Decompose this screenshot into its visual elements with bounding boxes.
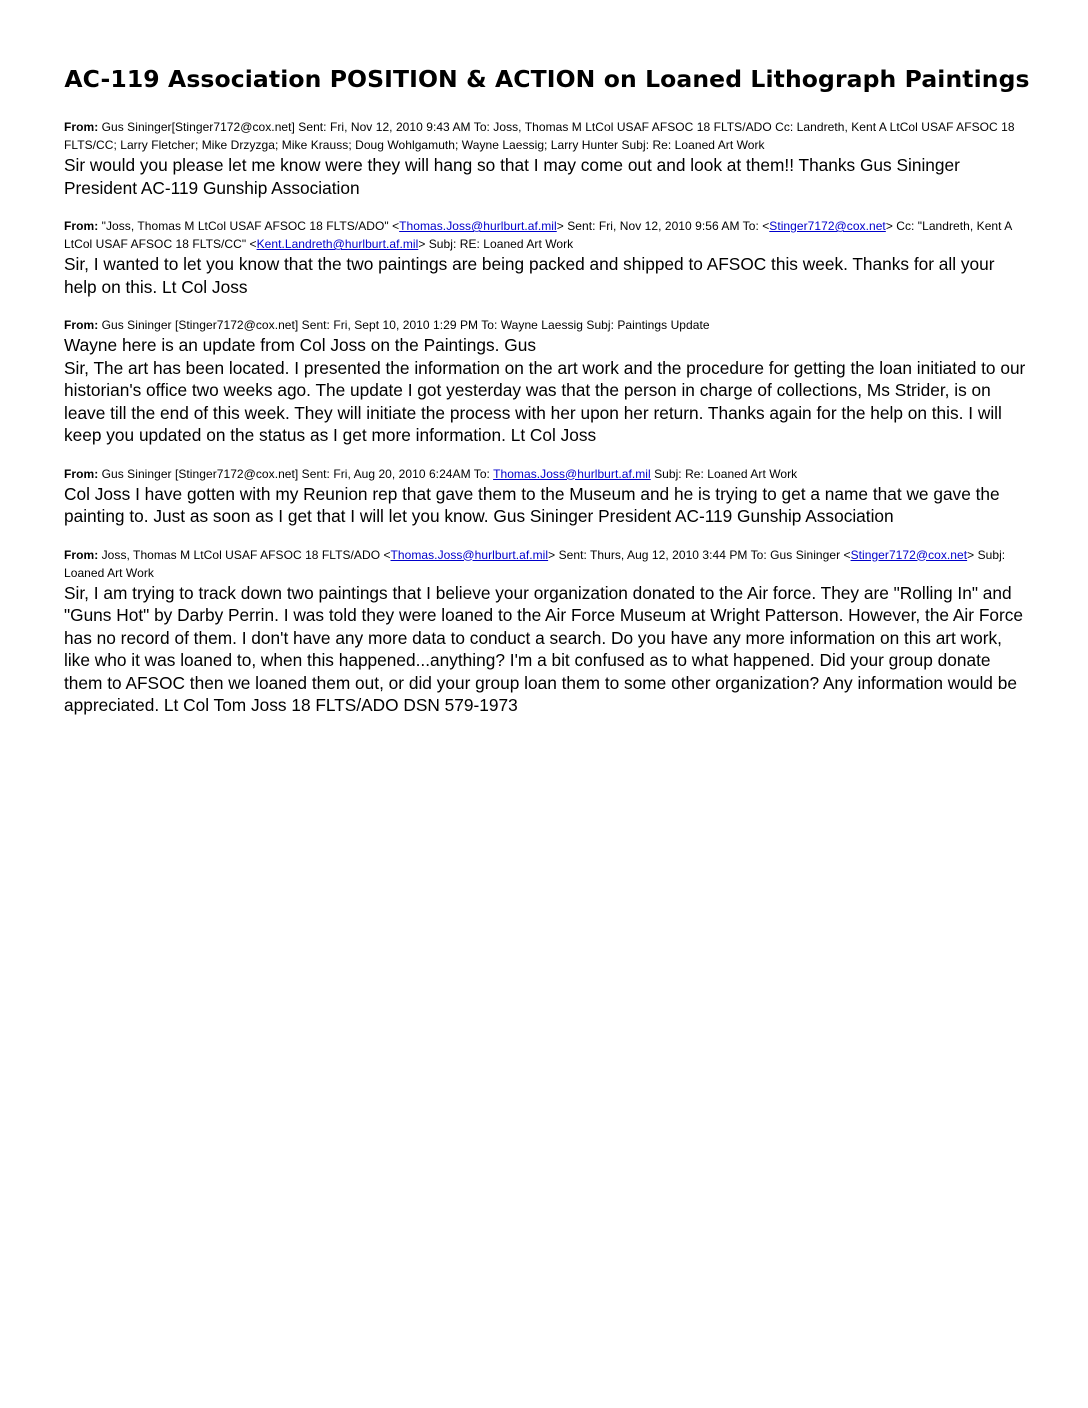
from-label: From: (64, 120, 99, 134)
email-link[interactable]: Kent.Landreth@hurlburt.af.mil (256, 237, 419, 251)
email-header (64, 118, 1030, 154)
header-text: "Joss, Thomas M LtCol USAF AFSOC 18 FLTS/ADO" < (98, 219, 400, 233)
email-link[interactable]: Thomas.Joss@hurlburt.af.mil (399, 219, 557, 233)
email-block (64, 465, 1030, 528)
email-body: Sir, I am trying to track down two paintings that I believe your organization donated to the Air force. They are "Rolling In" and "Guns Hot" by Darby Perrin. I was told they were loaned to the Air Force Museum at Wright Patterson. However, the Air Force has no record of them. I don't have any more data to conduct a search. Do you have any more information on this art work, like who it was loaned to, when this happened...anything? I'm a bit confused as to what happened. Did your group donate them to AFSOC then we loaned them out, or did your group loan them to some other organization? Any information would be appreciated. Lt Col Tom Joss 18 FLTS/ADO DSN 579-1973 (64, 582, 1023, 715)
from-label: From: (64, 318, 99, 332)
email-header (64, 217, 1030, 253)
document-page (64, 62, 1030, 735)
email-header (64, 546, 1030, 582)
email-link[interactable]: Thomas.Joss@hurlburt.af.mil (390, 547, 549, 562)
email-link[interactable]: Stinger7172@cox.net (769, 219, 886, 233)
header-text: Gus Sininger [Stinger7172@cox.net] Sent: Fri, Aug 20, 2010 6:24AM To: (98, 466, 494, 481)
email-link[interactable]: Thomas.Joss@hurlburt.af.mil (493, 466, 651, 481)
email-thread (64, 118, 1030, 717)
email-body: Sir would you please let me know were they will hang so that I may come out and look at them!! Thanks Gus Sininger President AC-119 Gunship Association (64, 155, 960, 198)
email-header (64, 465, 1030, 483)
from-label: From: (64, 547, 99, 562)
email-body: Sir, I wanted to let you know that the two paintings are being packed and shipped to AFSOC this week. Thanks for all your help on this. Lt Col Joss (64, 254, 995, 297)
email-block (64, 118, 1030, 199)
email-block (64, 217, 1030, 298)
email-body: Wayne here is an update from Col Joss on the Paintings. Gus (64, 335, 536, 355)
header-text: > Cc: "Landreth, Kent A LtCol USAF AFSOC 18 FLTS/CC" < (64, 219, 1012, 251)
header-text: > Sent: Thurs, Aug 12, 2010 3:44 PM To: Gus Sininger < (548, 547, 851, 562)
email-block (64, 316, 1030, 447)
header-text: Subj: Re: Loaned Art Work (650, 466, 798, 481)
from-label: From: (64, 466, 99, 481)
header-text: > Subj: Loaned Art Work (64, 547, 1006, 580)
header-text: > Subj: RE: Loaned Art Work (418, 237, 574, 251)
email-block (64, 546, 1030, 717)
header-text: Gus Sininger [Stinger7172@cox.net] Sent: Fri, Sept 10, 2010 1:29 PM To: Wayne Laessig Subj: Paintings Update (98, 318, 710, 332)
email-body: Col Joss I have gotten with my Reunion rep that gave them to the Museum and he is trying to get a name that we gave the painting to. Just as soon as I get that I will let you know. Gus Sininger President AC-119 Gunship Association (64, 483, 1000, 526)
email-link[interactable]: Stinger7172@cox.net (850, 547, 968, 562)
email-header (64, 316, 1030, 334)
email-body: Sir, The art has been located. I presented the information on the art work and the procedure for getting the loan initiated to our historian's office two weeks ago. The update I got yesterday was that the person in charge of collections, Ms Strider, is on leave till the end of this week. They will initiate the process with her upon her return. Thanks again for the help on this. I will keep you updated on the status as I get more information. Lt Col Joss (64, 357, 1026, 445)
page-title: AC-119 Association POSITION & ACTION on Loaned Lithograph Paintings (64, 65, 1030, 93)
from-label: From: (64, 219, 99, 233)
header-text: Joss, Thomas M LtCol USAF AFSOC 18 FLTS/ADO < (98, 547, 391, 562)
header-text: Gus Sininger[Stinger7172@cox.net] Sent: Fri, Nov 12, 2010 9:43 AM To: Joss, Thomas M LtCol USAF AFSOC 18 FLTS/ADO Cc: Landreth, Kent A LtCol USAF AFSOC 18 FLTS/CC; Larry Fletcher; Mike Drzyzga; Mike Krauss; Doug Wohlgamuth; Wayne Laessig; Larry Hunter Subj: Re: Loaned Art Work (64, 120, 1015, 152)
header-text: > Sent: Fri, Nov 12, 2010 9:56 AM To: < (556, 219, 770, 233)
